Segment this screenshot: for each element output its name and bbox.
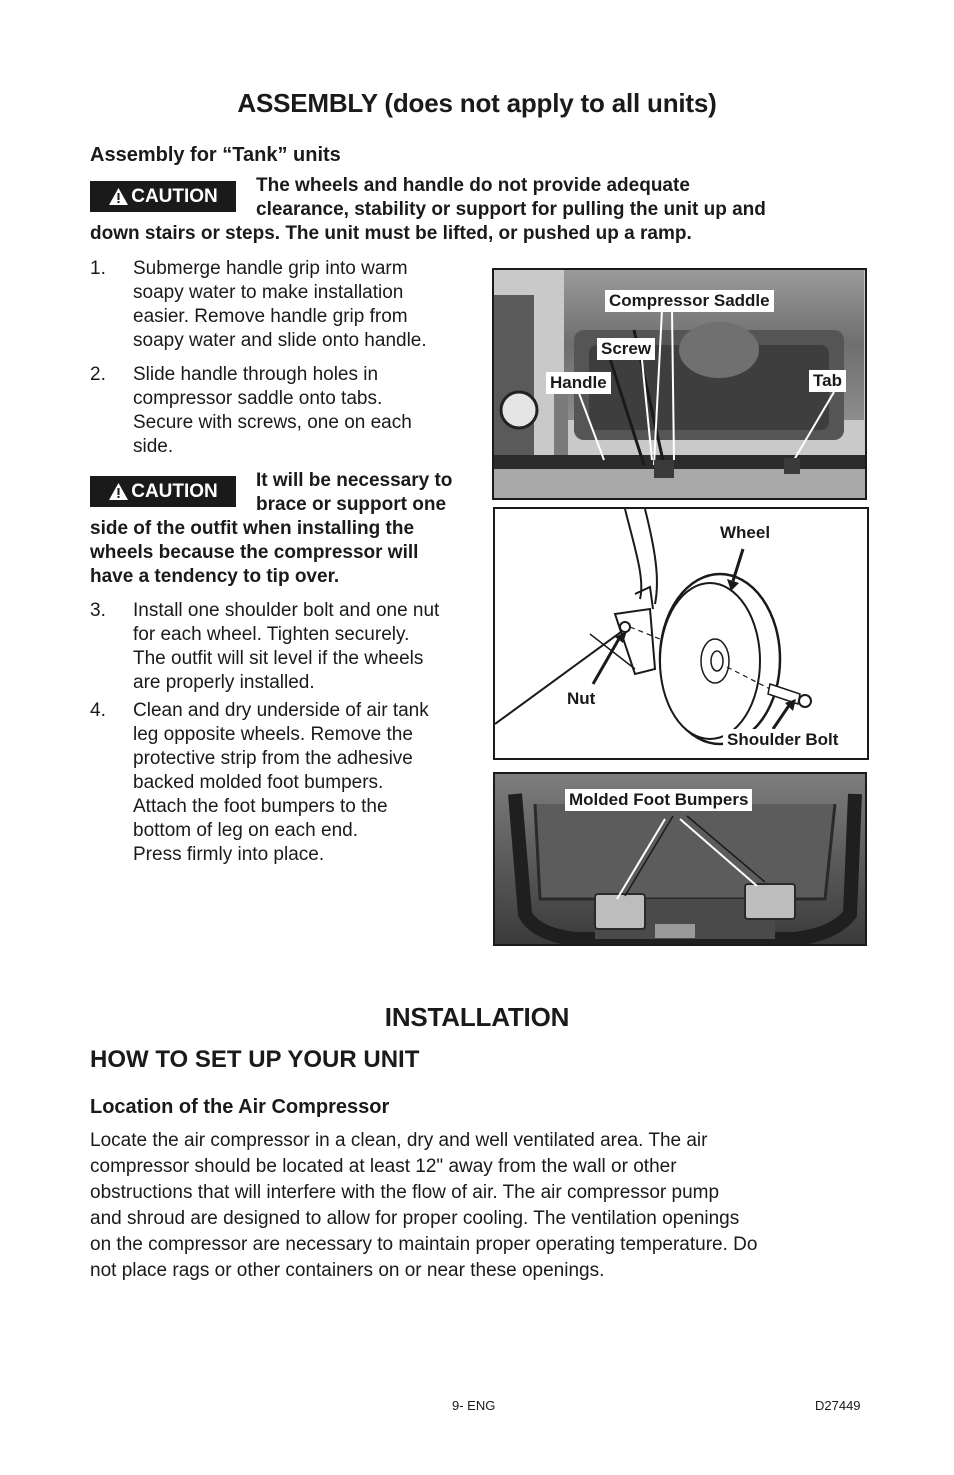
step-line: protective strip from the adhesive: [133, 748, 413, 769]
paragraph-line: and shroud are designed to allow for proper cooling. The ventilation openings: [90, 1208, 740, 1229]
installation-section-title: HOW TO SET UP YOUR UNIT: [90, 1046, 420, 1073]
page-number: 9- ENG: [452, 1398, 496, 1413]
wheel-assembly-drawing: [495, 509, 867, 758]
paragraph-line: compressor should be located at least 12" away from the wall or other: [90, 1156, 677, 1177]
label-shoulder-bolt: Shoulder Bolt: [723, 729, 842, 751]
step-line: Submerge handle grip into warm: [133, 258, 408, 279]
step-line: Slide handle through holes in: [133, 364, 379, 385]
label-tab: Tab: [809, 370, 846, 392]
step-line: compressor saddle onto tabs.: [133, 388, 383, 409]
caution2-line: wheels because the compressor will: [90, 542, 419, 563]
step-line: easier. Remove handle grip from: [133, 306, 408, 327]
location-subtitle: Location of the Air Compressor: [90, 1096, 390, 1118]
warning-triangle-icon: [108, 187, 129, 206]
step-line: Clean and dry underside of air tank: [133, 700, 429, 721]
step-line: backed molded foot bumpers.: [133, 772, 384, 793]
caution-label: CAUTION: [131, 186, 218, 207]
step-line: leg opposite wheels. Remove the: [133, 724, 413, 745]
warning-triangle-icon: [108, 482, 129, 501]
figure-wheel-assembly: [493, 507, 869, 760]
step-line: Press firmly into place.: [133, 844, 325, 865]
caution-label: CAUTION: [131, 481, 218, 502]
caution2-line: brace or support one: [256, 494, 447, 515]
paragraph-line: not place rags or other containers on or near these openings.: [90, 1260, 605, 1281]
caution2-line: It will be necessary to: [256, 470, 453, 491]
step-line: Install one shoulder bolt and one nut: [133, 600, 440, 621]
label-screw: Screw: [597, 338, 655, 360]
paragraph-line: Locate the air compressor in a clean, dry and well ventilated area. The air: [90, 1130, 708, 1151]
step-number: 2.: [90, 364, 106, 385]
step-line: side.: [133, 436, 174, 457]
step-line: bottom of leg on each end.: [133, 820, 358, 841]
figure-foot-bumpers: [493, 772, 867, 946]
paragraph-line: obstructions that will interfere with the flow of air. The air compressor pump: [90, 1182, 720, 1203]
step-line: Attach the foot bumpers to the: [133, 796, 388, 817]
assembly-subtitle: Assembly for “Tank” units: [90, 144, 341, 166]
step-line: Secure with screws, one on each: [133, 412, 412, 433]
figure-handle-assembly: [492, 268, 867, 500]
step-line: soapy water and slide onto handle.: [133, 330, 427, 351]
caution-badge-2: [90, 476, 236, 507]
label-handle: Handle: [546, 372, 611, 394]
step-line: are properly installed.: [133, 672, 315, 693]
step-number: 3.: [90, 600, 106, 621]
paragraph-line: on the compressor are necessary to maintain proper operating temperature. Do: [90, 1234, 758, 1255]
document-code: D27449: [815, 1398, 861, 1413]
label-compressor-saddle: Compressor Saddle: [605, 290, 774, 312]
step-number: 1.: [90, 258, 106, 279]
step-line: soapy water to make installation: [133, 282, 404, 303]
label-nut: Nut: [563, 688, 599, 710]
caution1-line: The wheels and handle do not provide adequate: [256, 175, 690, 196]
caution2-line: side of the outfit when installing the: [90, 518, 415, 539]
caution1-line: down stairs or steps. The unit must be lifted, or pushed up a ramp.: [90, 223, 692, 244]
step-number: 4.: [90, 700, 106, 721]
installation-title: INSTALLATION: [384, 1002, 570, 1032]
caution2-line: have a tendency to tip over.: [90, 566, 340, 587]
step-line: for each wheel. Tighten securely.: [133, 624, 410, 645]
label-wheel: Wheel: [716, 522, 774, 544]
caution1-line: clearance, stability or support for pulling the unit up and: [256, 199, 766, 220]
step-line: The outfit will sit level if the wheels: [133, 648, 424, 669]
caution-badge-1: [90, 181, 236, 212]
label-molded-foot-bumpers: Molded Foot Bumpers: [565, 789, 752, 811]
assembly-title: ASSEMBLY (does not apply to all units): [237, 88, 717, 118]
